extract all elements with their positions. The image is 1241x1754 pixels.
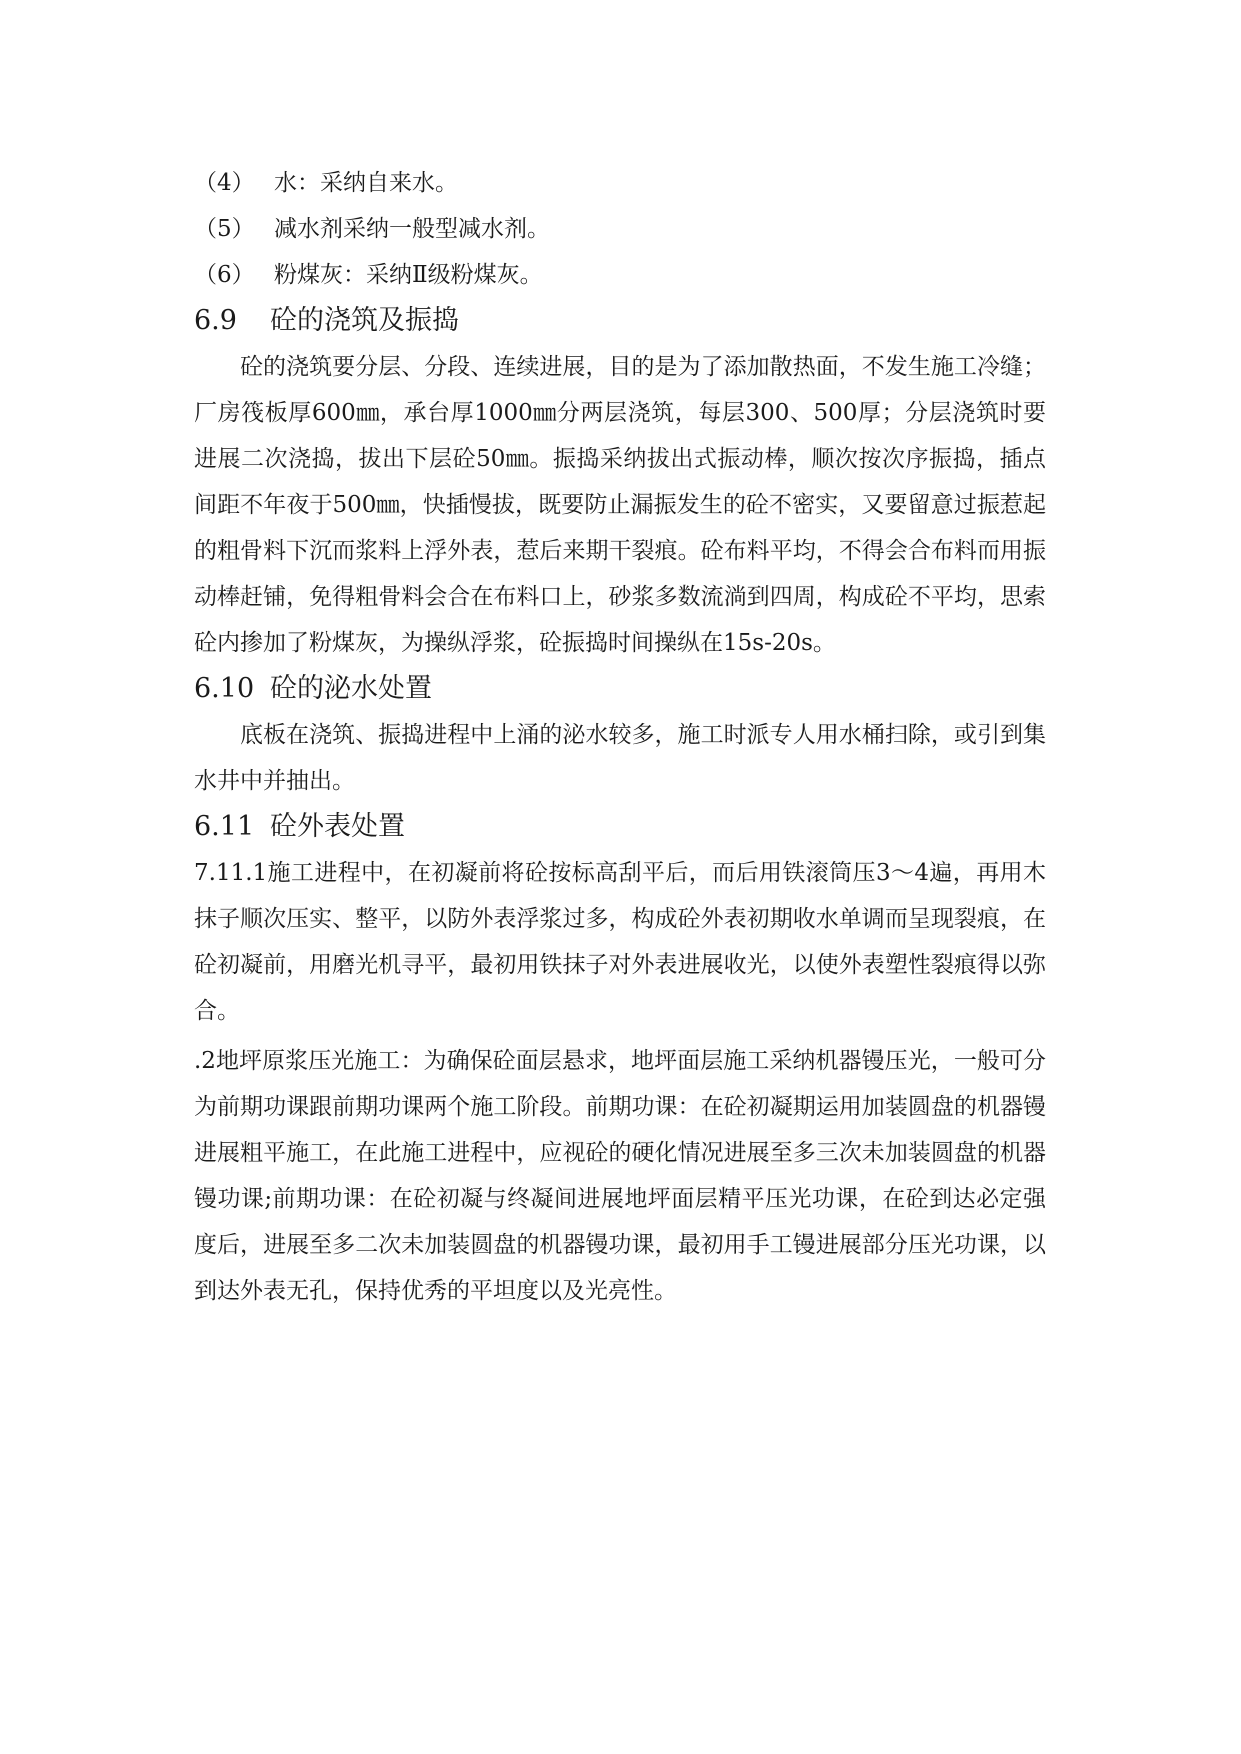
section-title: 砼的浇筑及振捣: [270, 305, 459, 336]
list-item-text: 减水剂采纳一般型减水剂。: [274, 216, 550, 242]
page-content: [194, 160, 1046, 1314]
list-item-text: 粉煤灰：采纳Ⅱ级粉煤灰。: [274, 262, 543, 288]
section-body-6-9: 砼的浇筑要分层、分段、连续进展，目的是为了添加散热面，不发生施工冷缝；厂房筏板厚600㎜，承台厚1000㎜分两层浇筑，每层300、500厚；分层浇筑时要进展二次浇捣，拔出下层砼50㎜。振捣采纳拔出式振动棒，顺次按次序振捣，插点间距不年夜于500㎜，快插慢拔，既要防止漏振发生的砼不密实，又要留意过振惹起的粗骨料下沉而浆料上浮外表，惹后来期干裂痕。砼布料平均，不得会合布料而用振动棒赶铺，免得粗骨料会合在布料口上，砂浆多数流淌到四周，构成砼不平均，思索砼内掺加了粉煤灰，为操纵浮浆，砼振捣时间操纵在15s-20s。: [194, 354, 1046, 656]
section-paragraph-7-11-2: .2地坪原浆压光施工：为确保砼面层悬求，地坪面层施工采纳机器镘压光，一般可分为前期功课跟前期功课两个施工阶段。前期功课：在砼初凝期运用加装圆盘的机器镘进展粗平施工，在此施工进程中，应视砼的硬化情况进展至多三次未加装圆盘的机器镘功课;前期功课：在砼初凝与终凝间进展地坪面层精平压光功课，在砼到达必定强度后，进展至多二次未加装圆盘的机器镘功课，最初用手工镘进展部分压光功课，以到达外表无孔，保持优秀的平坦度以及光亮性。: [194, 1048, 1046, 1304]
list-item-number: （4）: [194, 170, 255, 196]
list-item-number: （5）: [194, 216, 255, 242]
section-number: 6.11: [194, 811, 255, 842]
section-title: 砼的泌水处置: [270, 673, 432, 704]
section-paragraph-7-11-1: 7.11.1施工进程中，在初凝前将砼按标高刮平后，而后用铁滚筒压3～4遍，再用木抹子顺次压实、整平，以防外表浮浆过多，构成砼外表初期收水单调而呈现裂痕，在砼初凝前，用磨光机寻平，最初用铁抹子对外表进展收光，以使外表塑性裂痕得以弥合。: [194, 860, 1046, 1024]
section-heading-6-10: [194, 674, 1046, 704]
list-item-number: （6）: [194, 262, 255, 288]
section-body-6-10: 底板在浇筑、振捣进程中上涌的泌水较多，施工时派专人用水桶扫除，或引到集水井中并抽出。: [194, 722, 1046, 794]
list-item-text: 水：采纳自来水。: [274, 170, 458, 196]
section-heading-6-9: [194, 306, 1046, 336]
list-item-4: [194, 160, 1046, 206]
section-number: 6.9: [194, 305, 237, 336]
list-item-6: [194, 252, 1046, 298]
section-title: 砼外表处置: [270, 811, 405, 842]
section-heading-6-11: [194, 812, 1046, 842]
list-item-5: [194, 206, 1046, 252]
section-number: 6.10: [194, 673, 255, 704]
